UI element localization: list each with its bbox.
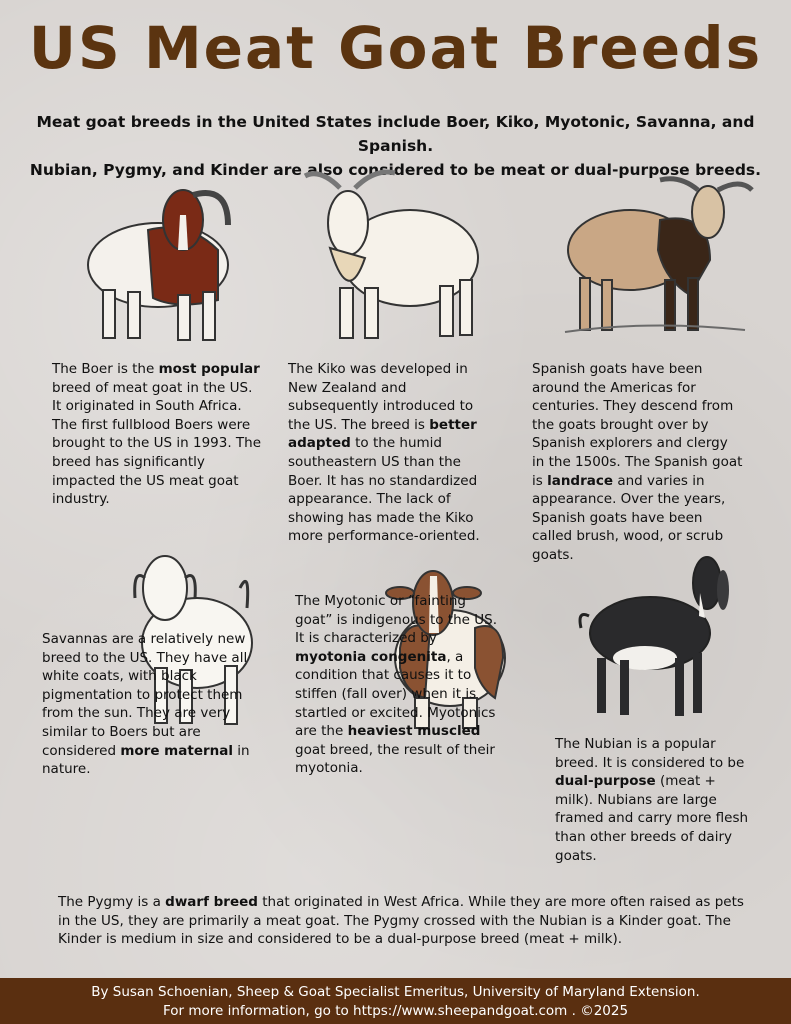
boer-goat-illustration: [78, 180, 248, 350]
myotonic-text-3: goat breed, the result of their myotonia.: [295, 741, 495, 777]
footer-author: By Susan Schoenian, Sheep & Goat Specialist Emeritus, University of Maryland Extension.: [91, 984, 700, 1000]
spanish-description: [532, 360, 744, 565]
savanna-emphasis: more maternal: [120, 742, 233, 759]
myotonic-emphasis-1: myotonia congenita: [295, 648, 447, 665]
kiko-description: [288, 360, 494, 546]
kiko-text-1: The Kiko was developed in New Zealand and subsequently introduced to the US. The breed is: [288, 361, 474, 433]
myotonic-description: [295, 592, 505, 778]
footer-credit-bar: [0, 978, 791, 1024]
kiko-text-2: to the humid southeastern US than the Boer. It has no standardized appearance. The lack of showing has made the Kiko more performance-oriented.: [288, 435, 480, 545]
boer-text-1: The Boer is the: [52, 361, 159, 377]
spanish-text-2: and varies in appearance. Over the years, Spanish goats have been called brush, wood, or scrub goats.: [532, 472, 726, 563]
page-title: US Meat Goat Breeds: [28, 14, 763, 82]
spanish-goat-illustration: [560, 170, 755, 345]
intro-line-1: Meat goat breeds in the United States include Boer, Kiko, Myotonic, Savanna, and Spanish.: [36, 113, 755, 155]
myotonic-text-1: The Myotonic or “fainting goat” is indigenous to the US. It is characterized by: [295, 593, 497, 647]
boer-emphasis: most popular: [158, 361, 260, 377]
savanna-description: [42, 630, 257, 779]
kiko-goat-illustration: [300, 168, 485, 343]
footer-website: For more information, go to https://www.sheepandgoat.com . ©2025: [162, 1003, 629, 1019]
nubian-emphasis: dual-purpose: [555, 773, 656, 790]
pygmy-text-1: The Pygmy is a: [58, 894, 166, 910]
pygmy-emphasis: dwarf breed: [165, 894, 258, 910]
kiko-emphasis: better adapted: [288, 416, 477, 452]
boer-description: [52, 360, 262, 509]
myotonic-text-2: , a condition that causes it to stiffen (fall over) when it is startled or excited. Myotonics are the: [295, 648, 496, 740]
nubian-text-1: The Nubian is a popular breed. It is considered to be: [555, 736, 745, 771]
savanna-text-1: Savannas are a relatively new breed to the US. They have all white coats, with black pigmentation to protect them from the sun. They are very similar to Boers but are considered: [42, 631, 248, 759]
boer-text-2: breed of meat goat in the US. It originated in South Africa. The first fullblood Boers were brought to the US in 1993. The breed has significantly impacted the US meat goat industry.: [52, 379, 262, 508]
pygmy-text-2: that originated in West Africa. While they are more often raised as pets in the US, they are primarily a meat goat. The Pygmy crossed with the Nubian is a Kinder goat. The Kinder is medium in size and considered to be a dual-purpose breed (meat + milk).: [58, 894, 744, 948]
savanna-text-2: in nature.: [42, 742, 250, 778]
nubian-description: [555, 735, 755, 865]
nubian-text-2: (meat + milk). Nubians are large framed and carry more flesh than other breeds of dairy goats.: [555, 773, 749, 864]
nubian-goat-illustration: [575, 548, 740, 723]
intro-line-2: Nubian, Pygmy, and Kinder are also considered to be meat or dual-purpose breeds.: [29, 161, 762, 179]
spanish-text-1: Spanish goats have been around the Americas for centuries. They descend from the goats brought over by Spanish explorers and clergy in the 1500s. The Spanish goat is: [532, 361, 743, 489]
myotonic-emphasis-2: heaviest muscled: [347, 723, 481, 740]
spanish-emphasis: landrace: [547, 472, 614, 489]
pygmy-description: [58, 893, 758, 949]
